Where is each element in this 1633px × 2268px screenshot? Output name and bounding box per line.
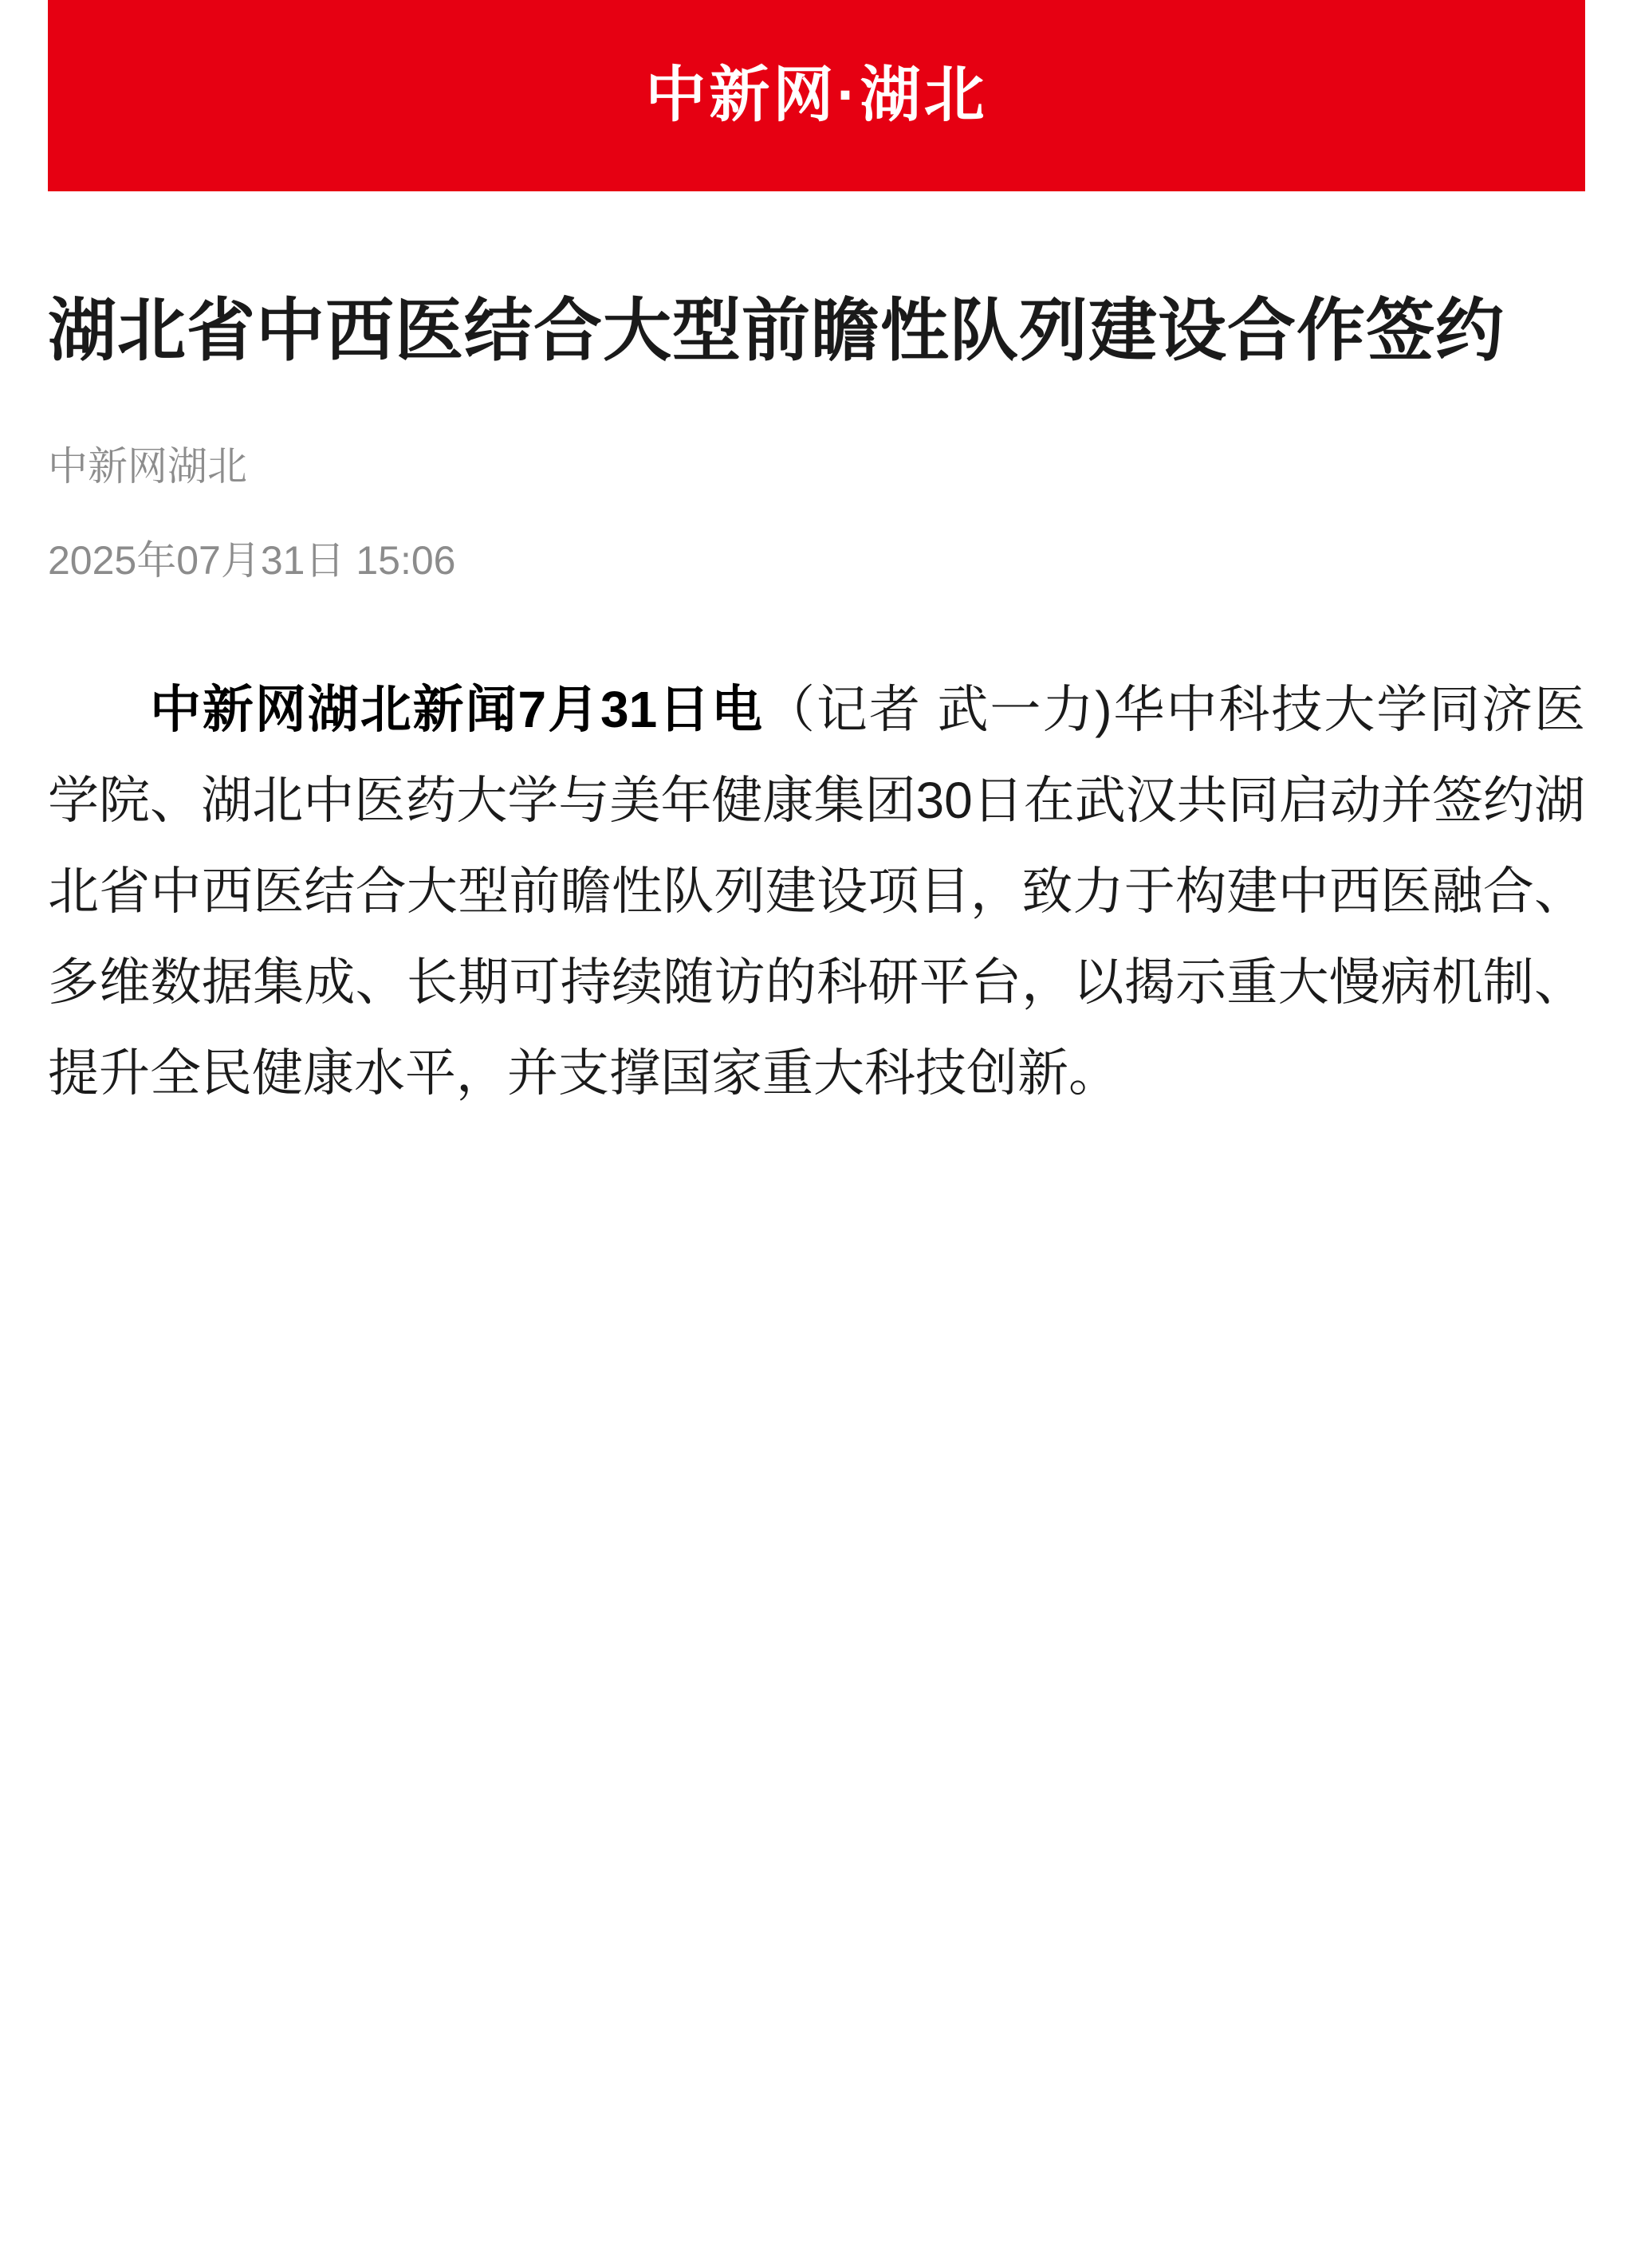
article-dateline: 中新网湖北新闻7月31日电 [150,681,764,739]
page-title: 湖北省中西医结合大型前瞻性队列建设合作签约 [48,293,1505,369]
article-source: 中新网湖北 [48,444,247,489]
site-name: 中新网·湖北 [645,61,988,129]
article-datetime: 2025年07月31日 15:06 [48,538,456,584]
site-banner [48,0,1585,191]
article-container [0,285,1633,1119]
article-meta [48,438,1585,588]
body-paragraph-text: （记者 武一力)华中科技大学同济医学院、湖北中医药大学与美年健康集团30日在武汉共同启动并签约湖北省中西医结合大型前瞻性队列建设项目，致力于构建中西医融合、多维数据集成、长期可持续随访的科研平台，以揭示重大慢病机制、提升全民健康水平，并支撑国家重大科技创新。 [48,681,1586,1102]
article-body [48,665,1585,1119]
body-paragraph [48,665,1585,1119]
